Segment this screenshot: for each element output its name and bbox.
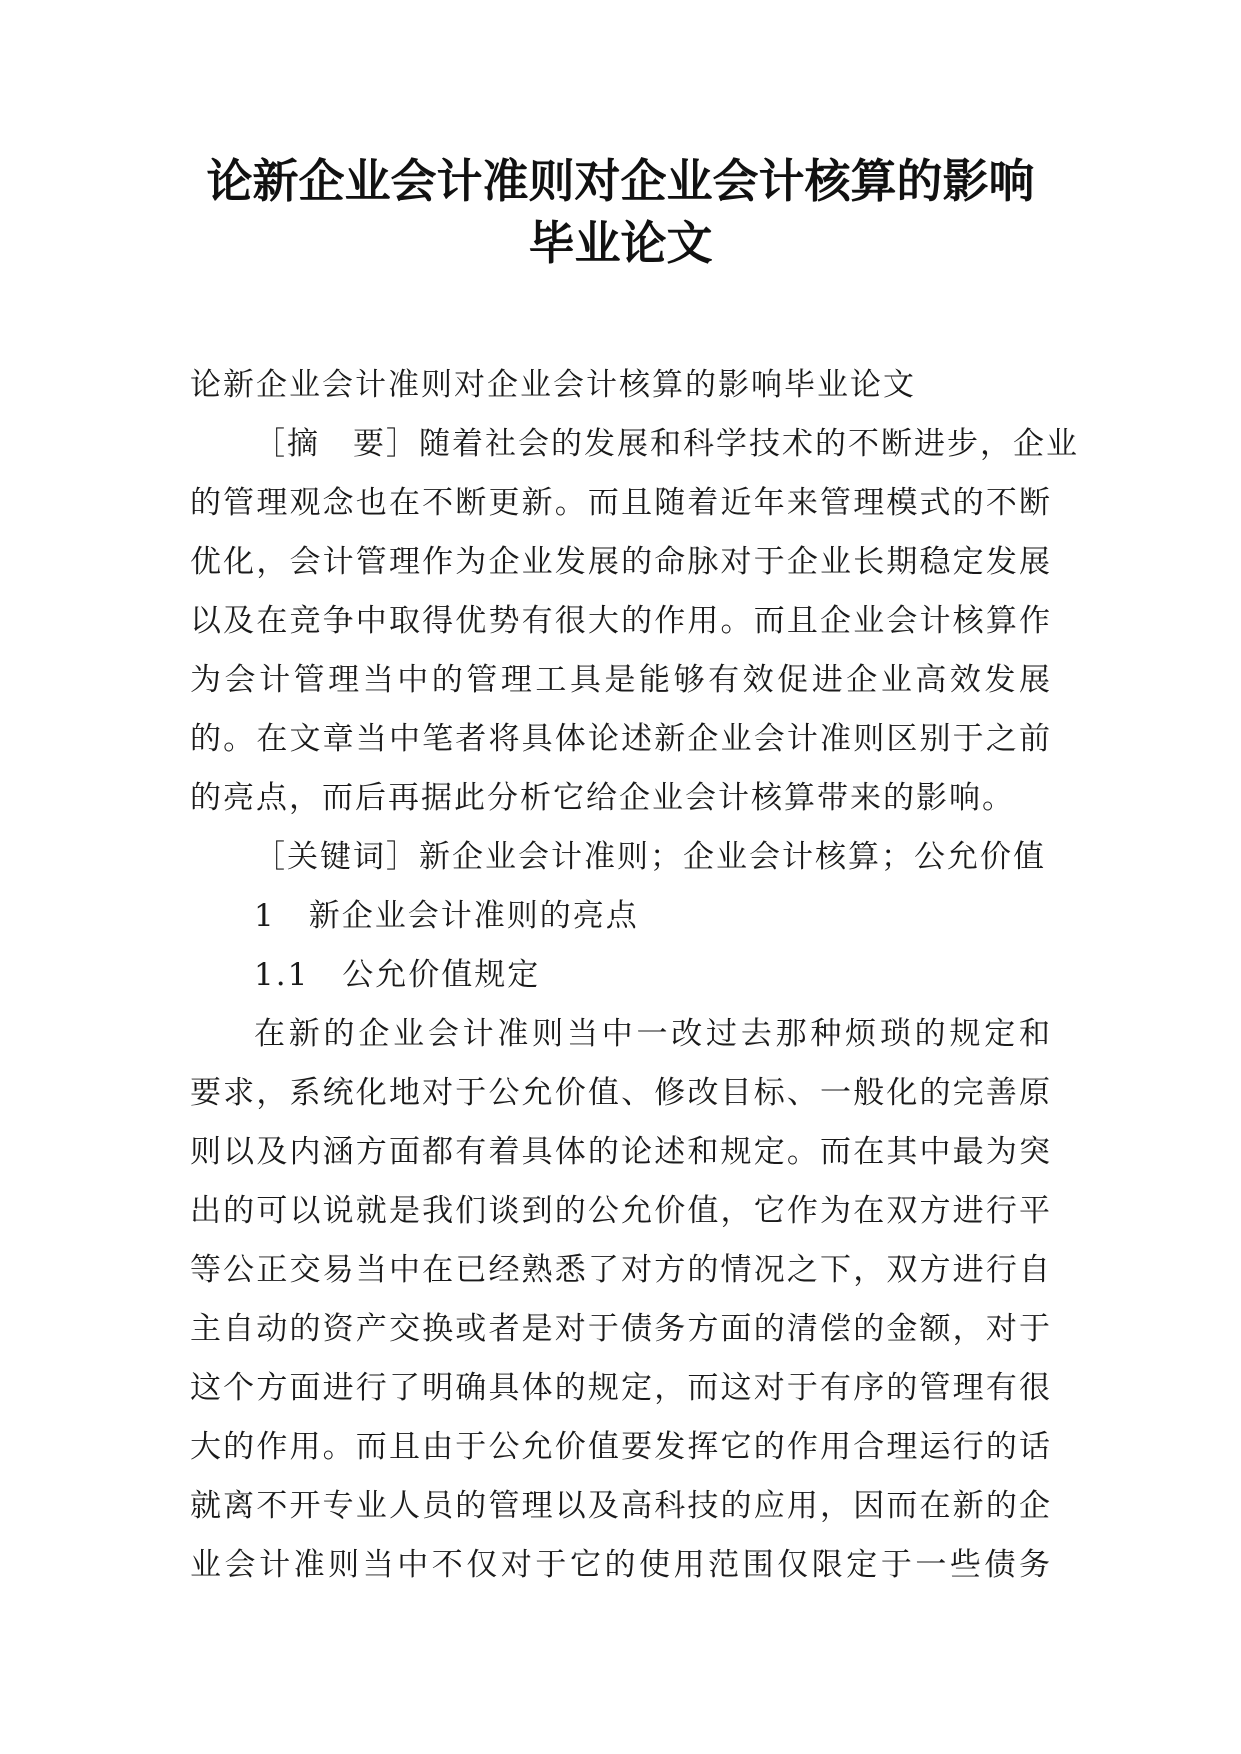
paragraph-line: 这个方面进行了明确具体的规定，而这对于有序的管理有很: [190, 1370, 1052, 1406]
subsection-heading: 1.1 公允价值规定: [254, 957, 541, 993]
paragraph-line: 等公正交易当中在已经熟悉了对方的情况之下，双方进行自: [190, 1252, 1052, 1288]
title-line-2: 毕业论文: [528, 216, 713, 270]
section-heading: 1 新企业会计准则的亮点: [254, 898, 639, 934]
abstract-line: 的。在文章当中笔者将具体论述新企业会计准则区别于之前: [190, 721, 1052, 757]
paragraph-line: 主自动的资产交换或者是对于债务方面的清偿的金额，对于: [190, 1311, 1052, 1347]
abstract-line: 的管理观念也在不断更新。而且随着近年来管理模式的不断: [190, 485, 1052, 521]
paragraph-line: 就离不开专业人员的管理以及高科技的应用，因而在新的企: [190, 1488, 1052, 1524]
document-body: [190, 356, 1079, 1595]
abstract-line: 以及在竞争中取得优势有很大的作用。而且企业会计核算作: [190, 603, 1052, 639]
paragraph-line: 大的作用。而且由于公允价值要发挥它的作用合理运行的话: [190, 1429, 1052, 1465]
abstract-line: ［摘 要］随着社会的发展和科学技术的不断进步，企业: [254, 426, 1079, 462]
abstract-line: 的亮点，而后再据此分析它给企业会计核算带来的影响。: [190, 780, 1015, 816]
abstract-line: 为会计管理当中的管理工具是能够有效促进企业高效发展: [190, 662, 1052, 698]
paragraph-line: 出的可以说就是我们谈到的公允价值，它作为在双方进行平: [190, 1193, 1052, 1229]
title-line-1: 论新企业会计准则对企业会计核算的影响: [206, 154, 1035, 208]
document-title: [150, 150, 1091, 274]
paragraph-line: 业会计准则当中不仅对于它的使用范围仅限定于一些债务: [190, 1547, 1052, 1583]
paragraph-line: 则以及内涵方面都有着具体的论述和规定。而在其中最为突: [190, 1134, 1052, 1170]
subtitle-line: 论新企业会计准则对企业会计核算的影响毕业论文: [190, 367, 916, 403]
paragraph-line: 在新的企业会计准则当中一改过去那种烦琐的规定和: [254, 1016, 1052, 1052]
keywords-line: ［关键词］新企业会计准则；企业会计核算；公允价值: [254, 839, 1046, 875]
paragraph-line: 要求，系统化地对于公允价值、修改目标、一般化的完善原: [190, 1075, 1052, 1111]
abstract-line: 优化，会计管理作为企业发展的命脉对于企业长期稳定发展: [190, 544, 1052, 580]
